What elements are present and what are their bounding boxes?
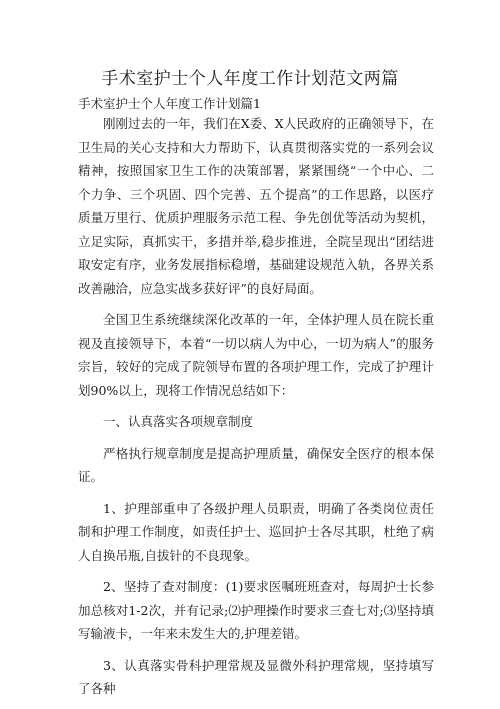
- document-title: 手术室护士个人年度工作计划范文两篇: [101, 69, 399, 89]
- section-heading-rules: 一、认真落实各项规章制度: [103, 414, 254, 429]
- section-heading: 手术室护士个人年度工作计划篇1: [78, 96, 261, 111]
- paragraph-rules: 严格执行规章制度是提高护理质量，确保安全医疗的根本保证。: [78, 445, 434, 484]
- paragraph-intro: 刚刚过去的一年，我们在X委、X人民政府的正确领导下，在卫生局的关心支持和大力帮助下，认真贯彻落实党的一系列会议精神，按照国家卫生工作的决策部署，紧紧围绕“一个中心、二个力争、三个巩固、四个完善、五个提高”的工作思路，以医疗质量万里行、优质护理服务示范工程、争先创优等活动为契机，立足实际，真抓实干，多措并举,稳步推进，全院呈现出“团结进取安定有序，业务发展指标稳增，基础建设规范入轨，各界关系改善融洽，应急实战多获好评”的良好局面。: [78, 116, 434, 296]
- paragraph-overview: 全国卫生系统继续深化改革的一年，全体护理人员在院长重视及直接领导下，本着“一切以病人为中心，一切为病人”的服务宗旨，较好的完成了院领导布置的各项护理工作，完成了护理计划90%以上，现将工作情况总结如下：: [78, 312, 434, 398]
- paragraph-item-1: 1、护理部重申了各级护理人员职责，明确了各类岗位责任制和护理工作制度，如责任护士、巡回护士各尽其职，杜绝了病人自换吊瓶,自拔针的不良现象。: [78, 500, 434, 563]
- paragraph-item-3: 3、认真落实骨科护理常规及显微外科护理常规，坚持填写了各种: [78, 657, 434, 696]
- document-body: [78, 112, 434, 709]
- paragraph-item-2: 2、坚持了查对制度：(1)要求医嘱班班查对，每周护士长参加总核对1-2次，并有记录;⑵护理操作时要求三查七对;⑶坚持填写输液卡，一年来未发生大的,护理差错。: [78, 579, 434, 641]
